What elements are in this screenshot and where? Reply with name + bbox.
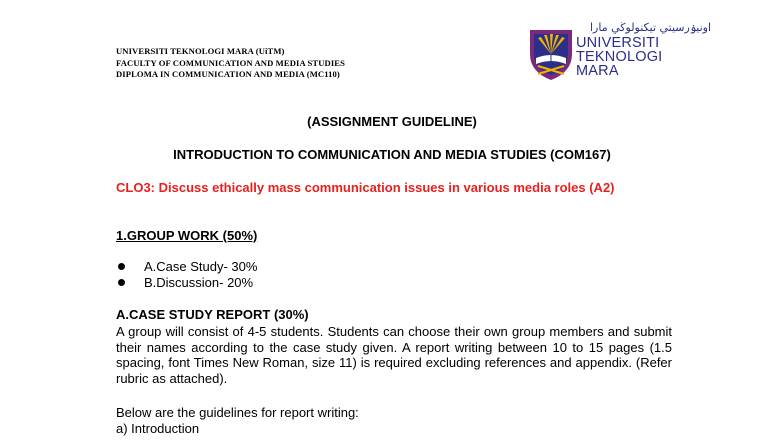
- list-item: [116, 259, 257, 275]
- guideline-item: a) Introduction: [116, 420, 200, 436]
- logo-line-1: UNIVERSITI: [576, 35, 660, 51]
- university-header: [116, 46, 345, 81]
- bullet-icon: [118, 279, 125, 286]
- guidelines-intro: Below are the guidelines for report writing:: [116, 405, 359, 420]
- clo-statement: CLO3: Discuss ethically mass communication issues in various media roles (A2): [116, 180, 615, 195]
- section-heading-group-work: 1.GROUP WORK (50%): [116, 228, 258, 243]
- bullet-text: A.Case Study- 30%: [144, 259, 258, 274]
- guidelines-block: [116, 405, 359, 436]
- logo-line-2: TEKNOLOGI: [576, 49, 663, 65]
- header-line-university: UNIVERSITI TEKNOLOGI MARA (UiTM): [116, 46, 285, 56]
- logo-jawi-text: اونيۏرسيتي تيكنولوڬي مارا: [590, 21, 712, 34]
- header-line-faculty: FACULTY OF COMMUNICATION AND MEDIA STUDIES: [116, 57, 346, 68]
- case-study-paragraph: A group will consist of 4-5 students. Students can choose their own group members and submit their names according to the case study given. A report writing between 10 to 15 pages (1.5 spacing, font Times New Roman, size 11) is required excluding references and appendix. (Refer rubric as attached).: [116, 324, 672, 386]
- bullet-icon: [118, 263, 125, 270]
- bullet-list: [116, 259, 257, 290]
- course-title: INTRODUCTION TO COMMUNICATION AND MEDIA STUDIES (COM167): [173, 147, 611, 162]
- list-item: [116, 275, 257, 291]
- assignment-title: (ASSIGNMENT GUIDELINE): [307, 114, 477, 129]
- logo-line-3: MARA: [576, 63, 619, 79]
- logo-wordmark: [576, 36, 662, 78]
- header-line-diploma: DIPLOMA IN COMMUNICATION AND MEDIA (MC110): [116, 69, 340, 79]
- bullet-text: B.Discussion- 20%: [144, 274, 254, 290]
- subheading-case-study: A.CASE STUDY REPORT (30%): [116, 307, 309, 322]
